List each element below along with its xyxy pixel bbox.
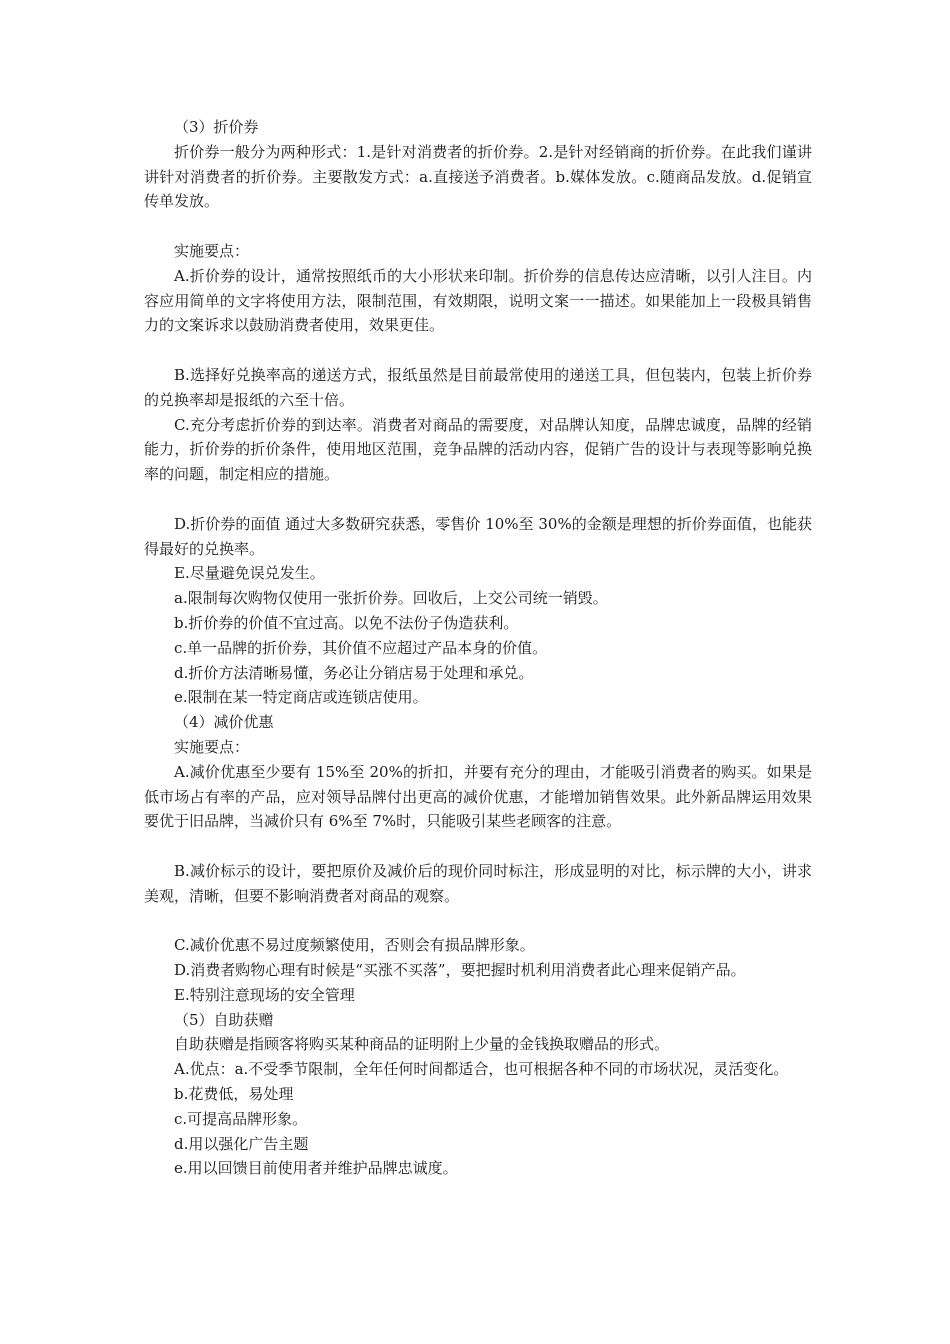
section-3-sub-c: c.单一品牌的折价券，其价值不应超过产品本身的价值。 (174, 638, 548, 657)
document-page (144, 115, 812, 1181)
section-3-sub-b: b.折价券的价值不宜过高。以免不法份子伪造获利。 (174, 613, 519, 632)
section-5-point-a: A.优点：a.不受季节限制，全年任何时间都适合，也可根据各种不同的市场状况，灵活变化。 (174, 1060, 789, 1079)
section-5-sub-b: b.花费低，易处理 (174, 1085, 294, 1104)
section-3-point-c: C.充分考虑折价券的到达率。消费者对商品的需要度，对品牌认知度，品牌忠诚度，品牌的经销能力，折价券的折价条件，使用地区范围，竞争品牌的活动内容，促销广告的设计与表现等影响兑换率的问题，制定相应的措施。 (144, 415, 812, 484)
section-3-point-b: B.选择好兑换率高的递送方式，报纸虽然是目前最常使用的递送工具，但包装内，包装上折价券的兑换率却是报纸的六至十倍。 (144, 365, 812, 409)
section-3-point-a: A.折价券的设计，通常按照纸币的大小形状来印制。折价券的信息传达应清晰，以引人注目。内容应用简单的文字将使用方法，限制范围，有效期限，说明文案一一描述。如果能加上一段极具销售力的文案诉求以鼓励消费者使用，效果更佳。 (144, 266, 812, 335)
section-5-heading: （5）自助获赠 (174, 1010, 274, 1029)
section-4-point-b: B.减价标示的设计，要把原价及减价后的现价同时标注，形成显明的对比，标示牌的大小，讲求美观，清晰，但要不影响消费者对商品的观察。 (144, 861, 812, 905)
section-5-sub-d: d.用以强化广告主题 (174, 1134, 309, 1153)
section-4-points-title: 实施要点： (174, 737, 250, 756)
section-5-sub-e: e.用以回馈目前使用者并维护品牌忠诚度。 (174, 1159, 458, 1178)
section-3-sub-a: a.限制每次购物仅使用一张折价券。回收后，上交公司统一销毁。 (174, 589, 608, 608)
section-3-heading: （3）折价券 (174, 118, 259, 136)
section-4-heading: （4）减价优惠 (174, 713, 274, 732)
section-3-sub-d: d.折价方法清晰易懂，务必让分销店易于处理和承兑。 (174, 663, 534, 682)
section-4-point-e: E.特别注意现场的安全管理 (174, 985, 355, 1004)
section-5-intro: 自助获赠是指顾客将购买某种商品的证明附上少量的金钱换取赠品的形式。 (174, 1035, 670, 1054)
section-3-point-e: E.尽量避免误兑发生。 (174, 564, 325, 583)
section-3-intro: 折价券一般分为两种形式：1.是针对消费者的折价券。2.是针对经销商的折价券。在此我们谨讲讲针对消费者的折价券。主要散发方式：a.直接送予消费者。b.媒体发放。c.随商品发放。d.促销宣传单发放。 (144, 142, 812, 211)
section-3-point-d: D.折价券的面值 通过大多数研究获悉，零售价 10%至 30%的金额是理想的折价券面值，也能获得最好的兑换率。 (144, 514, 812, 558)
section-4-point-d: D.消费者购物心理有时候是“买涨不买落”，要把握时机利用消费者此心理来促销产品。 (174, 961, 746, 980)
section-3-sub-e: e.限制在某一特定商店或连锁店使用。 (174, 688, 428, 707)
section-3-points-title: 实施要点： (174, 241, 250, 260)
section-4-point-a: A.减价优惠至少要有 15%至 20%的折扣，并要有充分的理由，才能吸引消费者的购买。如果是低市场占有率的产品，应对领导品牌付出更高的减价优惠，才能增加销售效果。此外新品牌运用效果要优于旧品牌，当减价只有 6%至 7%时，只能吸引某些老顾客的注意。 (144, 762, 812, 831)
section-5-sub-c: c.可提高品牌形象。 (174, 1109, 308, 1128)
section-4-point-c: C.减价优惠不易过度频繁使用，否则会有损品牌形象。 (174, 936, 535, 955)
